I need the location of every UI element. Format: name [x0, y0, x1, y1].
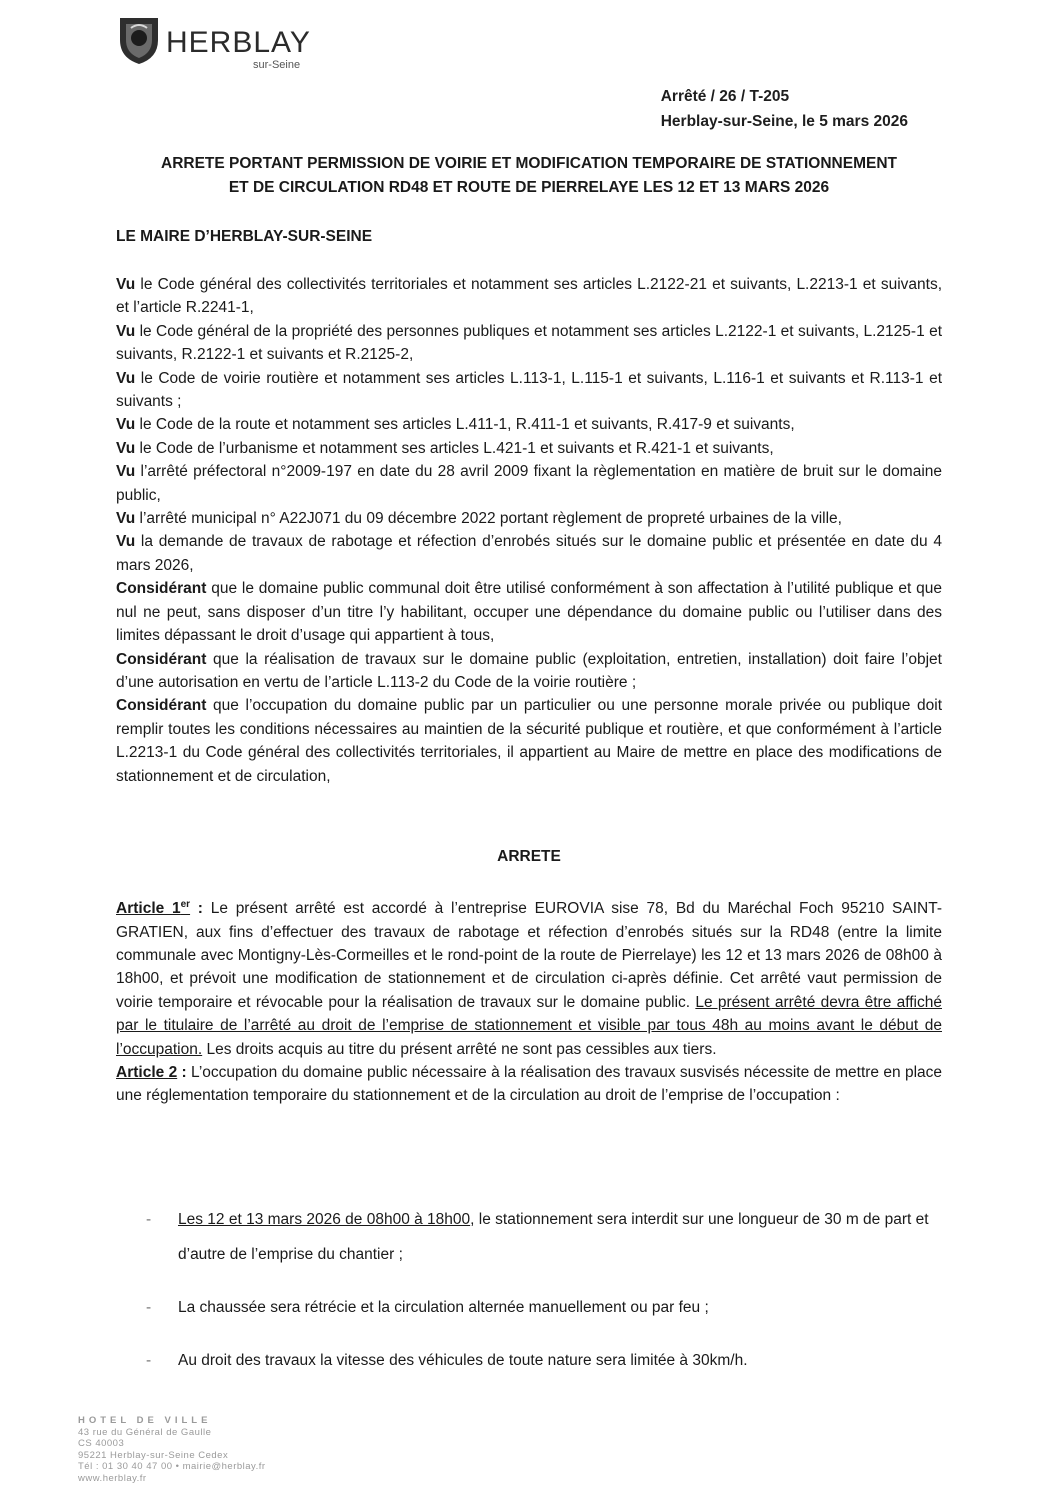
- measure-text: La chaussée sera rétrécie et la circulation alternée manuellement ou par feu ;: [178, 1299, 709, 1316]
- recital-lead: Vu: [116, 439, 136, 457]
- recital: [116, 413, 942, 436]
- decree-reference-block: [661, 84, 908, 134]
- article-1-label-text: Article 1: [116, 900, 181, 918]
- list-item: [146, 1343, 942, 1378]
- footer-contact: Tél : 01 30 40 47 00 • mairie@herblay.fr: [78, 1461, 266, 1472]
- recital-text: le Code général de la propriété des personnes publiques et notamment ses articles L.2122-1 et suivants, L.2125-1 et suivants, R.2122-1 et suivants et R.2125-2,: [116, 322, 942, 364]
- footer-line: 95221 Herblay-sur-Seine Cedex: [78, 1449, 229, 1461]
- article-2-text: L’occupation du domaine public nécessaire à la réalisation des travaux susvisés nécessite de mettre en place une réglementation temporaire du stationnement et de la circulation au droit de l’emprise de l’occupation :: [116, 1064, 943, 1105]
- recital: [116, 367, 942, 414]
- list-item: [146, 1290, 942, 1325]
- recital-lead: Vu: [116, 463, 136, 481]
- list-item: [146, 1202, 942, 1272]
- decision-heading: ARRETE: [497, 848, 561, 865]
- traffic-measures-list: [146, 1202, 942, 1378]
- articles: [116, 893, 942, 1108]
- city-coat-of-arms-icon: [116, 14, 162, 66]
- footer-website: www.herblay.fr: [78, 1472, 147, 1484]
- article-2-label: Article 2: [116, 1064, 178, 1081]
- measure-period: Les 12 et 13 mars 2026 de 08h00 à 18h00: [178, 1211, 471, 1228]
- recitals: [116, 273, 942, 788]
- recital-text: que l’occupation du domaine public par un particulier ou une personne morale privée ou publique doit remplir toutes les conditions nécessaires au maintien de la sécurité publique et routière, et que conformément à l’article L.2213-1 du Code général des collectivités territoriales, il appartient au Maire de mettre en place des modifications de stationnement et de circulation,: [116, 697, 942, 785]
- footer-line: 43 rue du Général de Gaulle: [78, 1426, 212, 1438]
- recital-lead: Vu: [116, 276, 136, 293]
- article-2-colon: :: [177, 1064, 187, 1081]
- recital-text: l’arrêté préfectoral n°2009-197 en date du 28 avril 2009 fixant la règlementation en matière de bruit sur le domaine public,: [116, 463, 942, 504]
- recital-text: que le domaine public communal doit être utilisé conformément à son affectation à l’utilité publique et que nul ne peut, sans disposer d’un titre l’y habilitant, occuper une dépendance du domaine public ou l’utiliser dans des limites dépassant le droit d’usage qui appartient à tous,: [116, 580, 942, 645]
- recital-lead: Vu: [116, 510, 136, 528]
- dash-bullet-icon: -: [146, 1211, 152, 1228]
- recital-text: la demande de travaux de rabotage et réfection d’enrobés situés sur le domaine public et présentée en date du 4 mars 2026,: [116, 533, 942, 574]
- recital-text: le Code général des collectivités territoriales et notamment ses articles L.2122-21 et suivants, L.2213-1 et suivants, et l’article R.2241-1,: [116, 276, 942, 317]
- recital-lead: Vu: [116, 533, 136, 551]
- town-hall-address: [78, 1415, 266, 1484]
- recital-text: l’arrêté municipal n° A22J071 du 09 décembre 2022 portant règlement de propreté urbaines de la ville,: [135, 510, 842, 528]
- place-and-date: Herblay-sur-Seine, le 5 mars 2026: [660, 113, 908, 130]
- recital-lead: Considérant: [116, 650, 207, 668]
- recital-lead: Considérant: [116, 697, 207, 715]
- recital: [116, 507, 942, 530]
- recital-lead: Vu: [116, 369, 136, 387]
- recital: [116, 460, 942, 507]
- dash-bullet-icon: -: [146, 1352, 152, 1369]
- recital-text: que la réalisation de travaux sur le domaine public (exploitation, entretien, installation) doit faire l’objet d’une autorisation en vertu de l’article L.113-2 du Code de la voirie routière ;: [116, 650, 942, 691]
- footer-line: HOTEL DE VILLE: [78, 1415, 212, 1426]
- article-1-text-end: Les droits acquis au titre du présent arrêté ne sont pas cessibles aux tiers.: [202, 1040, 717, 1058]
- recital: [116, 648, 942, 695]
- recital-text: le Code de l’urbanisme et notamment ses articles L.421-1 et suivants et R.421-1 et suivants,: [135, 439, 774, 457]
- article-2: [116, 1061, 942, 1108]
- recital: [116, 273, 942, 320]
- article-1-colon: :: [190, 900, 203, 918]
- decree-title-line-2: ET DE CIRCULATION RD48 ET ROUTE DE PIERRELAYE LES 12 ET 13 MARS 2026: [228, 179, 830, 196]
- recital: [116, 530, 942, 577]
- recital: [116, 437, 942, 460]
- article-1-display-notice: Le présent arrêté devra être affiché par le titulaire de l’arrêté au droit de l’emprise de stationnement et visible par tous 48h au moins avant le début de l’occupation.: [116, 993, 942, 1058]
- measure-text: Au droit des travaux la vitesse des véhicules de toute nature sera limitée à 30km/h.: [178, 1352, 748, 1369]
- article-1: [116, 893, 942, 1061]
- recital: [116, 320, 942, 367]
- herblay-logo: [116, 12, 336, 74]
- issuing-authority: LE MAIRE D’HERBLAY-SUR-SEINE: [116, 228, 373, 245]
- article-1-text: Le présent arrêté est accordé à l’entreprise EUROVIA sise 78, Bd du Maréchal Foch 95210 SAINT-GRATIEN, aux fins d’effectuer des travaux de rabotage et réfection d’enrobés situés sur la RD48 (entre la limite communale avec Montigny-Lès-Cormeilles et le rond-point de la route de Pierrelaye) les 12 et 13 mars 2026 de 08h00 à 18h00, et prévoit une modification de stationnement et de circulation ci-après définie. Cet arrêté vaut permission de voirie temporaire et révocable pour la réalisation de travaux sur le domaine public.: [116, 900, 942, 1011]
- brand-subtitle: sur-Seine: [253, 59, 301, 71]
- recital-lead: Vu: [116, 322, 136, 340]
- recital-text: le Code de la route et notamment ses articles L.411-1, R.411-1 et suivants, R.417-9 et suivants,: [135, 416, 795, 434]
- recital-lead: Vu: [116, 416, 136, 434]
- recital: [116, 694, 942, 788]
- decree-title: [116, 152, 942, 200]
- recital-lead: Considérant: [116, 580, 207, 598]
- dash-bullet-icon: -: [146, 1299, 152, 1316]
- article-1-label: [116, 900, 190, 917]
- article-1-label-sup: er: [180, 899, 191, 910]
- recital: [116, 577, 942, 647]
- footer-line: CS 40003: [78, 1438, 125, 1449]
- recital-text: le Code de voirie routière et notamment ses articles L.113-1, L.115-1 et suivants, L.116-1 et suivants et R.113-1 et suivants ;: [116, 369, 942, 411]
- brand-name: HERBLAY: [166, 26, 311, 59]
- decree-reference: Arrêté / 26 / T-205: [660, 88, 790, 105]
- decree-title-line-1: ARRETE PORTANT PERMISSION DE VOIRIE ET MODIFICATION TEMPORAIRE DE STATIONNEMENT: [161, 155, 897, 172]
- measure-text: , le stationnement sera interdit sur une longueur de 30 m de part et d’autre de l’emprise du chantier ;: [178, 1211, 929, 1263]
